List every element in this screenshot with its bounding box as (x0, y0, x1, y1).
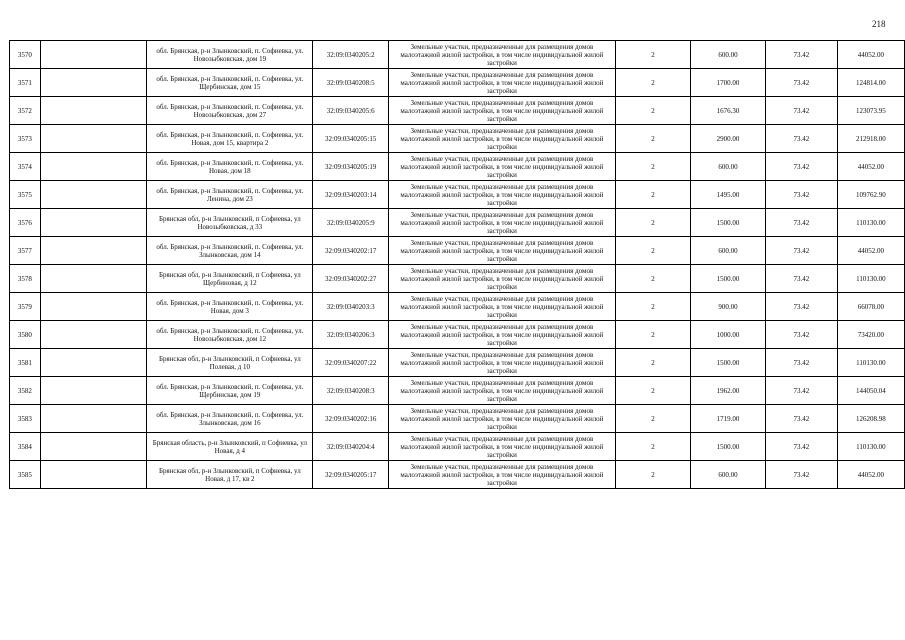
permitted-use-cell: Земельные участки, предназначенные для размещения домов малоэтажной жилой застройки, в том числе индивидуальной жилой застройки (388, 69, 615, 97)
group-code-cell: 2 (615, 153, 690, 181)
cadastral-number-cell: 32:09:0340206:3 (313, 321, 389, 349)
address-cell: Брянская область, р-н Злынковский, п Софиевка, ул Новая, д 4 (147, 433, 313, 461)
group-code-cell: 2 (615, 433, 690, 461)
area-cell: 1000.00 (691, 321, 766, 349)
area-cell: 1676.30 (691, 97, 766, 125)
permitted-use-cell: Земельные участки, предназначенные для размещения домов малоэтажной жилой застройки, в том числе индивидуальной жилой застройки (388, 377, 615, 405)
permitted-use-cell: Земельные участки, предназначенные для размещения домов малоэтажной жилой застройки, в том числе индивидуальной жилой застройки (388, 153, 615, 181)
group-code-cell: 2 (615, 237, 690, 265)
address-cell: обл. Брянская, р-н Злынковский, п. Софиевка, ул. Щербинская, дом 19 (147, 377, 313, 405)
permitted-use-cell: Земельные участки, предназначенные для размещения домов малоэтажной жилой застройки, в том числе индивидуальной жилой застройки (388, 181, 615, 209)
cadastral-value-cell: 44052.00 (837, 237, 904, 265)
cadastral-value-cell: 124814.00 (837, 69, 904, 97)
blank-cell (40, 461, 147, 489)
registry-body (10, 41, 905, 489)
blank-cell (40, 349, 147, 377)
cadastral-number-cell: 32:09:0340205:15 (313, 125, 389, 153)
row-number-cell: 3584 (10, 433, 41, 461)
cadastral-number-cell: 32:09:0340205:17 (313, 461, 389, 489)
address-cell: обл. Брянская, р-н Злынковский, п. Софиевка, ул. Новозыбковская, дом 12 (147, 321, 313, 349)
address-cell: обл. Брянская, р-н Злынковский, п. Софиевка, ул. Новая, дом 3 (147, 293, 313, 321)
specific-value-cell: 73.42 (765, 433, 837, 461)
blank-cell (40, 377, 147, 405)
table-row (10, 377, 905, 405)
table-row (10, 321, 905, 349)
group-code-cell: 2 (615, 181, 690, 209)
cadastral-value-cell: 73420.00 (837, 321, 904, 349)
cadastral-number-cell: 32:09:0340205:9 (313, 209, 389, 237)
specific-value-cell: 73.42 (765, 321, 837, 349)
address-cell: обл. Брянская, р-н Злынковский, п. Софиевка, ул. Ленина, дом 23 (147, 181, 313, 209)
row-number-cell: 3579 (10, 293, 41, 321)
cadastral-value-cell: 110130.00 (837, 349, 904, 377)
specific-value-cell: 73.42 (765, 125, 837, 153)
permitted-use-cell: Земельные участки, предназначенные для размещения домов малоэтажной жилой застройки, в том числе индивидуальной жилой застройки (388, 209, 615, 237)
row-number-cell: 3576 (10, 209, 41, 237)
cadastral-value-cell: 110130.00 (837, 209, 904, 237)
cadastral-value-cell: 44052.00 (837, 41, 904, 69)
permitted-use-cell: Земельные участки, предназначенные для размещения домов малоэтажной жилой застройки, в том числе индивидуальной жилой застройки (388, 321, 615, 349)
area-cell: 1719.00 (691, 405, 766, 433)
area-cell: 900.00 (691, 293, 766, 321)
specific-value-cell: 73.42 (765, 69, 837, 97)
cadastral-value-cell: 109762.90 (837, 181, 904, 209)
specific-value-cell: 73.42 (765, 293, 837, 321)
group-code-cell: 2 (615, 321, 690, 349)
specific-value-cell: 73.42 (765, 377, 837, 405)
address-cell: обл. Брянская, р-н Злынковский, п. Софиевка, ул. Новозыбковская, дом 27 (147, 97, 313, 125)
row-number-cell: 3572 (10, 97, 41, 125)
address-cell: обл. Брянская, р-н Злынковский, п. Софиевка, ул. Злынковская, дом 16 (147, 405, 313, 433)
blank-cell (40, 125, 147, 153)
cadastral-number-cell: 32:09:0340207:22 (313, 349, 389, 377)
area-cell: 600.00 (691, 41, 766, 69)
blank-cell (40, 97, 147, 125)
specific-value-cell: 73.42 (765, 153, 837, 181)
cadastral-number-cell: 32:09:0340203:3 (313, 293, 389, 321)
cadastral-number-cell: 32:09:0340203:14 (313, 181, 389, 209)
page-number: 218 (872, 19, 886, 29)
row-number-cell: 3585 (10, 461, 41, 489)
permitted-use-cell: Земельные участки, предназначенные для размещения домов малоэтажной жилой застройки, в том числе индивидуальной жилой застройки (388, 405, 615, 433)
blank-cell (40, 321, 147, 349)
specific-value-cell: 73.42 (765, 237, 837, 265)
address-cell: Брянская обл, р-н Злынковский, п Софиевка, ул Полевая, д 10 (147, 349, 313, 377)
permitted-use-cell: Земельные участки, предназначенные для размещения домов малоэтажной жилой застройки, в том числе индивидуальной жилой застройки (388, 293, 615, 321)
area-cell: 1500.00 (691, 265, 766, 293)
cadastral-number-cell: 32:09:0340208:5 (313, 69, 389, 97)
address-cell: обл. Брянская, р-н Злынковский, п. Софиевка, ул. Новая, дом 18 (147, 153, 313, 181)
permitted-use-cell: Земельные участки, предназначенные для размещения домов малоэтажной жилой застройки, в том числе индивидуальной жилой застройки (388, 349, 615, 377)
table-row (10, 461, 905, 489)
cadastral-number-cell: 32:09:0340202:16 (313, 405, 389, 433)
row-number-cell: 3583 (10, 405, 41, 433)
specific-value-cell: 73.42 (765, 349, 837, 377)
address-cell: обл. Брянская, р-н Злынковский, п. Софиевка, ул. Злынковская, дом 14 (147, 237, 313, 265)
cadastral-value-cell: 126208.98 (837, 405, 904, 433)
area-cell: 600.00 (691, 237, 766, 265)
area-cell: 600.00 (691, 153, 766, 181)
cadastral-number-cell: 32:09:0340205:2 (313, 41, 389, 69)
specific-value-cell: 73.42 (765, 41, 837, 69)
table-row (10, 349, 905, 377)
specific-value-cell: 73.42 (765, 265, 837, 293)
group-code-cell: 2 (615, 69, 690, 97)
cadastral-value-cell: 212918.00 (837, 125, 904, 153)
specific-value-cell: 73.42 (765, 209, 837, 237)
cadastral-value-cell: 110130.00 (837, 433, 904, 461)
row-number-cell: 3574 (10, 153, 41, 181)
group-code-cell: 2 (615, 461, 690, 489)
area-cell: 1500.00 (691, 349, 766, 377)
table-row (10, 265, 905, 293)
area-cell: 1495.00 (691, 181, 766, 209)
specific-value-cell: 73.42 (765, 97, 837, 125)
permitted-use-cell: Земельные участки, предназначенные для размещения домов малоэтажной жилой застройки, в том числе индивидуальной жилой застройки (388, 237, 615, 265)
table-row (10, 125, 905, 153)
table-row (10, 69, 905, 97)
row-number-cell: 3578 (10, 265, 41, 293)
area-cell: 1962.00 (691, 377, 766, 405)
group-code-cell: 2 (615, 125, 690, 153)
address-cell: Брянская обл, р-н Злынковский, п Софиевка, ул Щербиновая, д 12 (147, 265, 313, 293)
area-cell: 1500.00 (691, 209, 766, 237)
cadastral-number-cell: 32:09:0340202:27 (313, 265, 389, 293)
address-cell: обл. Брянская, р-н Злынковский, п. Софиевка, ул. Новозыбковская, дом 19 (147, 41, 313, 69)
table-row (10, 433, 905, 461)
land-registry-table (9, 40, 905, 489)
group-code-cell: 2 (615, 97, 690, 125)
row-number-cell: 3582 (10, 377, 41, 405)
area-cell: 1700.00 (691, 69, 766, 97)
table-row (10, 293, 905, 321)
row-number-cell: 3581 (10, 349, 41, 377)
blank-cell (40, 181, 147, 209)
cadastral-number-cell: 32:09:0340208:3 (313, 377, 389, 405)
row-number-cell: 3575 (10, 181, 41, 209)
group-code-cell: 2 (615, 209, 690, 237)
blank-cell (40, 41, 147, 69)
specific-value-cell: 73.42 (765, 181, 837, 209)
specific-value-cell: 73.42 (765, 405, 837, 433)
table-row (10, 181, 905, 209)
cadastral-value-cell: 44052.00 (837, 461, 904, 489)
specific-value-cell: 73.42 (765, 461, 837, 489)
cadastral-value-cell: 123073.95 (837, 97, 904, 125)
area-cell: 600.00 (691, 461, 766, 489)
blank-cell (40, 405, 147, 433)
cadastral-value-cell: 144050.04 (837, 377, 904, 405)
cadastral-value-cell: 110130.00 (837, 265, 904, 293)
table-row (10, 405, 905, 433)
table-row (10, 41, 905, 69)
area-cell: 1500.00 (691, 433, 766, 461)
cadastral-number-cell: 32:09:0340202:17 (313, 237, 389, 265)
group-code-cell: 2 (615, 405, 690, 433)
blank-cell (40, 209, 147, 237)
address-cell: Брянская обл, р-н Злынковский, п Софиевка, ул Новозыбковская, д 33 (147, 209, 313, 237)
row-number-cell: 3570 (10, 41, 41, 69)
blank-cell (40, 153, 147, 181)
permitted-use-cell: Земельные участки, предназначенные для размещения домов малоэтажной жилой застройки, в том числе индивидуальной жилой застройки (388, 41, 615, 69)
group-code-cell: 2 (615, 265, 690, 293)
address-cell: обл. Брянская, р-н Злынковский, п. Софиевка, ул. Новая, дом 15, квартира 2 (147, 125, 313, 153)
permitted-use-cell: Земельные участки, предназначенные для размещения домов малоэтажной жилой застройки, в том числе индивидуальной жилой застройки (388, 265, 615, 293)
address-cell: Брянская обл, р-н Злынковский, п Софиевка, ул Новая, д 17, кв 2 (147, 461, 313, 489)
cadastral-number-cell: 32:09:0340205:6 (313, 97, 389, 125)
blank-cell (40, 433, 147, 461)
cadastral-number-cell: 32:09:0340205:19 (313, 153, 389, 181)
blank-cell (40, 69, 147, 97)
table-row (10, 209, 905, 237)
cadastral-value-cell: 66078.00 (837, 293, 904, 321)
table-row (10, 97, 905, 125)
permitted-use-cell: Земельные участки, предназначенные для размещения домов малоэтажной жилой застройки, в том числе индивидуальной жилой застройки (388, 461, 615, 489)
permitted-use-cell: Земельные участки, предназначенные для размещения домов малоэтажной жилой застройки, в том числе индивидуальной жилой застройки (388, 125, 615, 153)
cadastral-value-cell: 44052.00 (837, 153, 904, 181)
row-number-cell: 3580 (10, 321, 41, 349)
permitted-use-cell: Земельные участки, предназначенные для размещения домов малоэтажной жилой застройки, в том числе индивидуальной жилой застройки (388, 433, 615, 461)
group-code-cell: 2 (615, 349, 690, 377)
address-cell: обл. Брянская, р-н Злынковский, п. Софиевка, ул. Щербинская, дом 15 (147, 69, 313, 97)
group-code-cell: 2 (615, 293, 690, 321)
blank-cell (40, 237, 147, 265)
cadastral-number-cell: 32:09:0340204:4 (313, 433, 389, 461)
row-number-cell: 3571 (10, 69, 41, 97)
group-code-cell: 2 (615, 377, 690, 405)
row-number-cell: 3573 (10, 125, 41, 153)
permitted-use-cell: Земельные участки, предназначенные для размещения домов малоэтажной жилой застройки, в том числе индивидуальной жилой застройки (388, 97, 615, 125)
row-number-cell: 3577 (10, 237, 41, 265)
blank-cell (40, 293, 147, 321)
blank-cell (40, 265, 147, 293)
table-row (10, 237, 905, 265)
group-code-cell: 2 (615, 41, 690, 69)
area-cell: 2900.00 (691, 125, 766, 153)
table-row (10, 153, 905, 181)
